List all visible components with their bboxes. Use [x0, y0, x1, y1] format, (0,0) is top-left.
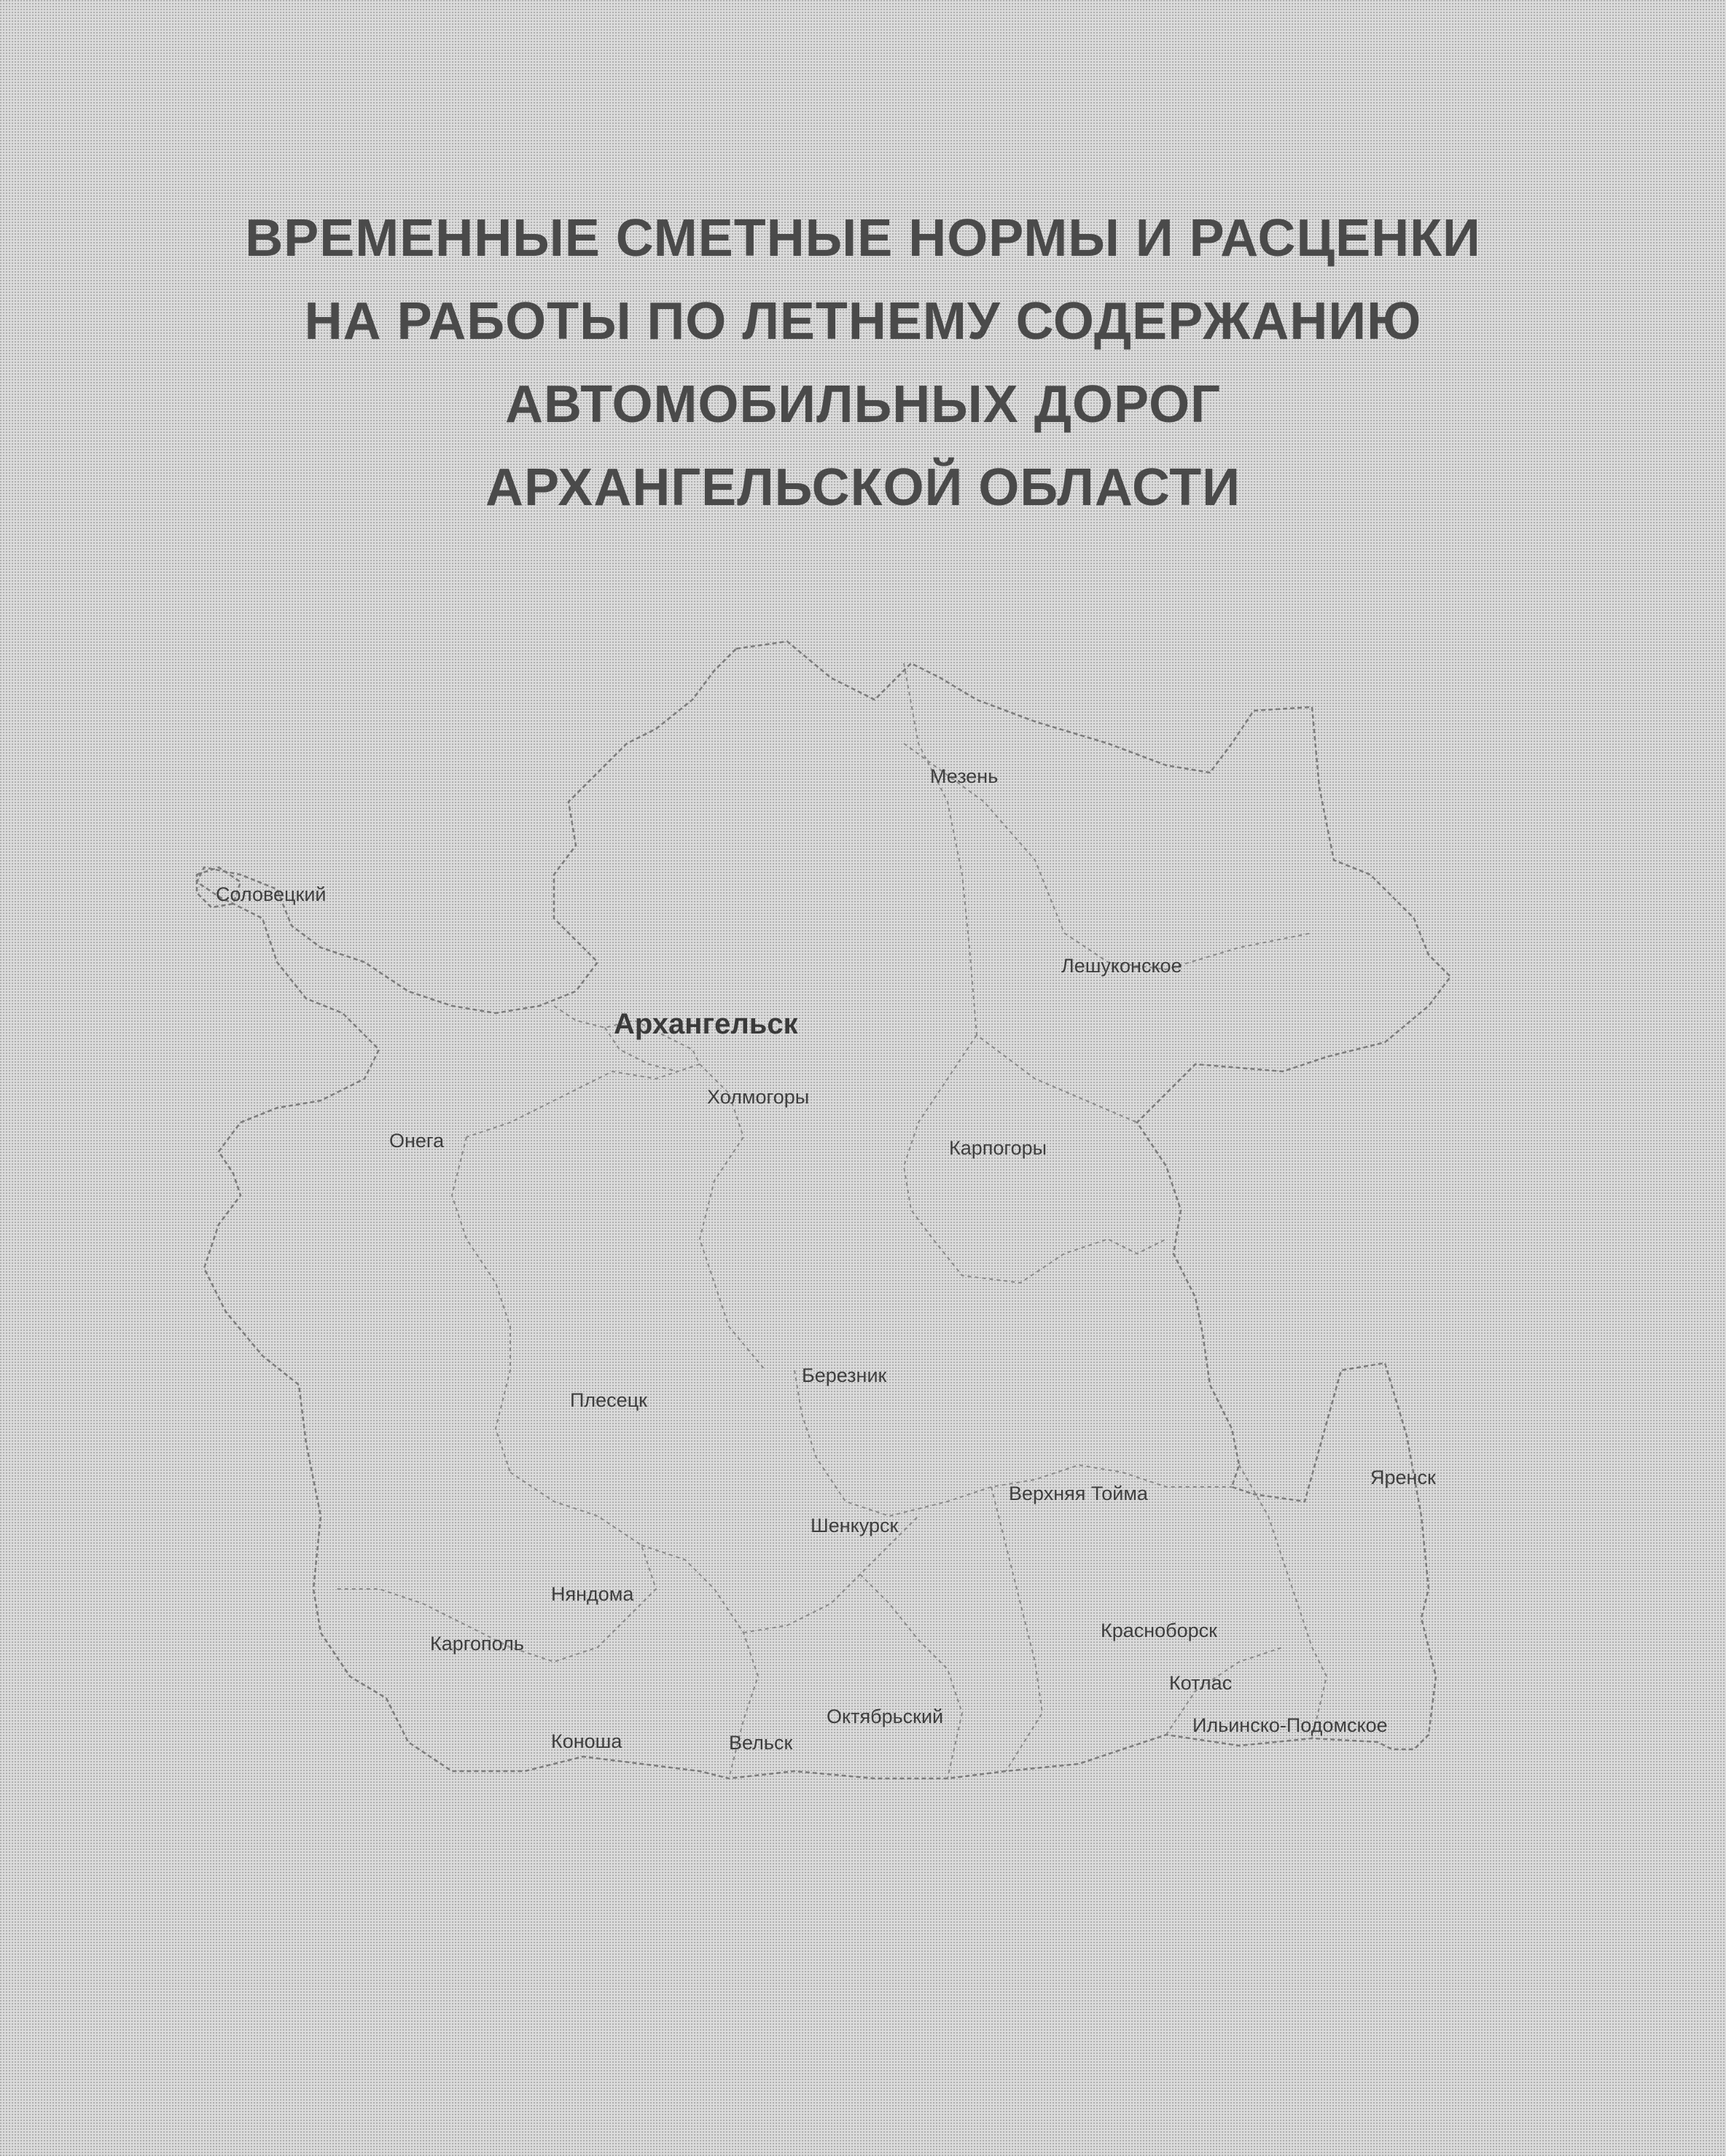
place-label-leshukonskoe: Лешуконское: [1061, 955, 1182, 977]
title-line-2: НА РАБОТЫ ПО ЛЕТНЕМУ СОДЕРЖАНИЮ: [304, 292, 1422, 351]
place-label-bereznik: Березник: [802, 1364, 887, 1386]
place-label-krasnoborsk: Красноборск: [1101, 1620, 1217, 1641]
place-label-plesetsk: Плесецк: [570, 1389, 647, 1411]
place-label-onega: Онега: [389, 1130, 445, 1152]
place-label-yarensk: Яренск: [1370, 1466, 1436, 1488]
place-label-ilinsko-podomskoe: Ильинско-Подомское: [1192, 1714, 1388, 1736]
place-label-kargopol: Каргополь: [430, 1633, 524, 1655]
place-label-arkhangelsk: Архангельск: [614, 1008, 798, 1040]
place-label-velsk: Вельск: [729, 1732, 793, 1754]
region-outline: [197, 641, 1450, 1778]
place-label-shenkursk: Шенкурск: [811, 1515, 899, 1536]
title-line-4: АРХАНГЕЛЬСКОЙ ОБЛАСТИ: [485, 458, 1241, 517]
title-line-3: АВТОМОБИЛЬНЫХ ДОРОГ: [505, 375, 1221, 434]
place-label-konosha: Коноша: [551, 1730, 622, 1752]
place-label-mezen: Мезень: [930, 765, 999, 787]
place-label-nyandoma: Няндома: [551, 1583, 634, 1605]
place-label-oktyabrsky: Октябрьский: [827, 1706, 944, 1727]
title-line-1: ВРЕМЕННЫЕ СМЕТНЫЕ НОРМЫ И РАСЦЕНКИ: [245, 209, 1481, 267]
place-label-verkhnyaya-toyma: Верхняя Тойма: [1009, 1483, 1148, 1504]
place-label-solovetsky: Соловецкий: [216, 883, 327, 905]
district-boundaries: [335, 663, 1327, 1778]
place-label-kotlas: Котлас: [1169, 1672, 1233, 1694]
place-label-karpogory: Карпогоры: [949, 1137, 1047, 1159]
place-label-kholmogory: Холмогоры: [707, 1086, 810, 1108]
